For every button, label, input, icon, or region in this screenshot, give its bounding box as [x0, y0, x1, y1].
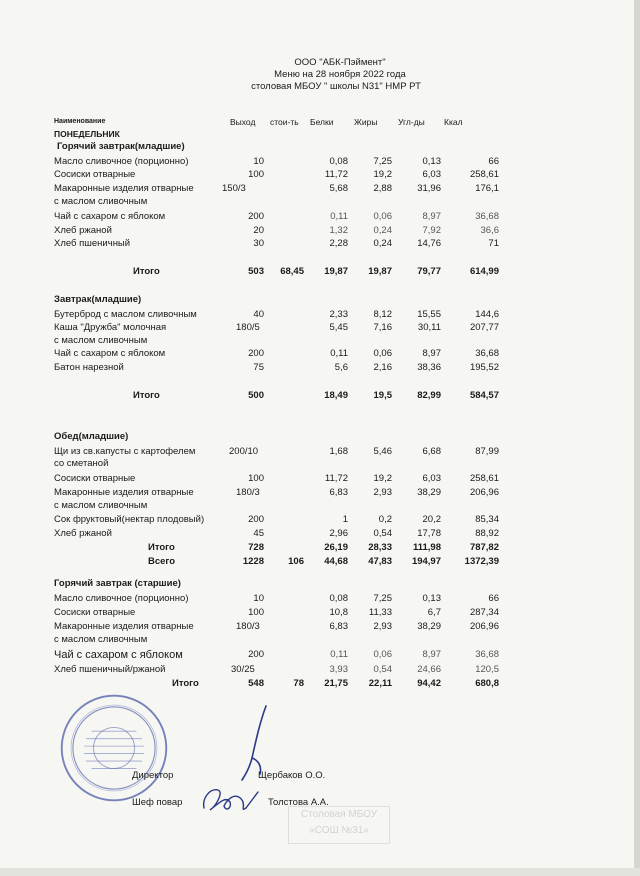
day-label: ПОНЕДЕЛЬНИК [54, 129, 120, 139]
col-carbs: Угл-ды [398, 117, 425, 127]
section-title: Горячий завтрак(младшие) [57, 141, 185, 152]
table-row: Батон нарезной 75 5,6 2,16 38,36 195,52 [54, 362, 499, 373]
col-cost: стои-ть [270, 117, 299, 127]
table-row-continuation: с маслом сливочным [54, 634, 148, 645]
table-row: Каша "Дружба" молочная 180/5 5,45 7,16 30,11 207,77 [54, 322, 499, 333]
page-bottom-shade [0, 868, 640, 876]
table-row: Хлеб ржаной 20 1,32 0,24 7,92 36,6 [54, 225, 499, 236]
table-row-continuation: с маслом сливочным [54, 196, 148, 207]
col-name: Наименование [54, 118, 106, 125]
table-row-continuation: с маслом сливочным [54, 500, 148, 511]
chef-signature [196, 780, 264, 820]
table-row: Чай с сахаром с яблоком 200 0,11 0,06 8,97 36,68 [54, 211, 499, 222]
col-yield: Выход [230, 117, 256, 127]
table-row: Чай с сахаром с яблоком 200 0,11 0,06 8,97 36,68 [54, 348, 499, 359]
table-row: Сосиски отварные 100 11,72 19,2 6,03 258,61 [54, 473, 499, 484]
col-kcal: Ккал [444, 117, 463, 127]
table-row: Масло сливочное (порционно) 10 0,08 7,25 0,13 66 [54, 593, 499, 604]
section-title: Завтрак(младшие) [54, 294, 142, 305]
section-title: Горячий завтрак (старшие) [54, 578, 181, 589]
total-row: Итого 728 26,19 28,33 111,98 787,82 [148, 542, 499, 553]
table-row: Масло сливочное (порционно) 10 0,08 7,25 0,13 66 [54, 156, 499, 167]
menu-date: Меню на 28 ноября 2022 года [274, 69, 406, 80]
total-row: Итого 500 18,49 19,5 82,99 584,57 [133, 390, 499, 401]
faint-stamp: Столовая МБОУ «СОШ №31» [288, 806, 390, 844]
director-name: Щербаков О.О. [258, 770, 326, 781]
round-stamp [58, 692, 170, 804]
table-row: Сосиски отварные 100 10,8 11,33 6,7 287,34 [54, 607, 499, 618]
table-row-continuation: с маслом сливочным [54, 335, 148, 346]
director-signature [236, 700, 276, 786]
grand-total-row: Всего 1228 106 44,68 47,83 194,97 1372,39 [148, 556, 499, 567]
col-fat: Жиры [354, 117, 378, 127]
chef-title: Шеф повар [132, 797, 183, 808]
table-row: Хлеб пшеничный/ржаной 30/25 3,93 0,54 24,66 120,5 [54, 664, 499, 675]
company-name: ООО "АБК-Пэймент" [294, 57, 386, 68]
table-row-continuation: со сметаной [54, 458, 109, 469]
section-title: Обед(младшие) [54, 431, 129, 442]
table-row: Макаронные изделия отварные 150/3 5,68 2,88 31,96 176,1 [54, 183, 499, 194]
table-row: Хлеб ржаной 45 2,96 0,54 17,78 88,92 [54, 528, 499, 539]
document-header [180, 57, 500, 93]
column-header [0, 116, 640, 128]
table-row: Макаронные изделия отварные 180/3 6,83 2,93 38,29 206,96 [54, 621, 499, 632]
table-row: Бутерброд с маслом сливочным 40 2,33 8,12 15,55 144,6 [54, 309, 499, 320]
school-canteen: столовая МБОУ " школы N31" НМР РТ [251, 81, 421, 92]
chef-name: Толстова А.А. [268, 797, 329, 808]
table-row: Щи из св.капусты с картофелем 200/10 1,68 5,46 6,68 87,99 [54, 446, 499, 457]
table-row: Чай с сахаром с яблоком 200 0,11 0,06 8,97 36,68 [54, 649, 499, 661]
table-row: Сосиски отварные 100 11,72 19,2 6,03 258,61 [54, 169, 499, 180]
page-edge-shadow [634, 0, 640, 876]
director-title: Директор [132, 770, 174, 781]
table-row: Макаронные изделия отварные 180/3 6,83 2,93 38,29 206,96 [54, 487, 499, 498]
col-protein: Белки [310, 117, 334, 127]
table-row: Сок фруктовый(нектар плодовый) 200 1 0,2 20,2 85,34 [54, 514, 499, 525]
table-row: Хлеб пшеничный 30 2,28 0,24 14,76 71 [54, 238, 499, 249]
total-row: Итого 503 68,45 19,87 19,87 79,77 614,99 [133, 266, 499, 277]
total-row: Итого 548 78 21,75 22,11 94,42 680,8 [172, 678, 499, 689]
